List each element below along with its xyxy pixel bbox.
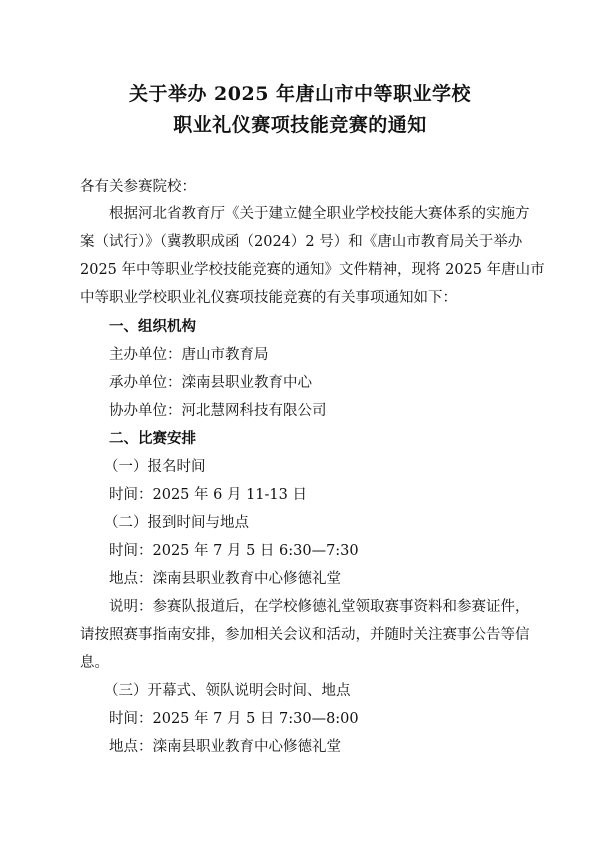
section-1-heading: 一、组织机构 (109, 318, 196, 335)
co-organizer-item: 协办单位：河北慧网科技有限公司 (109, 403, 327, 419)
section-2-heading: 二、比赛安排 (109, 430, 196, 447)
document-title-line-2: 职业礼仪赛项技能竞赛的通知 (173, 114, 427, 136)
intro-line-1: 根据河北省教育厅《关于建立健全职业学校技能大赛体系的实施方 (109, 206, 530, 222)
document-title-line-1: 关于举办 2025 年唐山市中等职业学校 (128, 83, 472, 105)
intro-line-2: 案（试行）》（冀教职成函（2024）2 号）和《唐山市教育局关于举办 (80, 234, 523, 250)
check-in-heading: （二）报到时间与地点 (104, 515, 249, 531)
opening-time: 时间：2025 年 7 月 5 日 7:30—8:00 (109, 711, 359, 727)
opening-place: 地点：滦南县职业教育中心修德礼堂 (109, 739, 341, 755)
check-in-time: 时间：2025 年 7 月 5 日 6:30—7:30 (109, 543, 359, 559)
check-in-note-line-3: 息。 (80, 655, 109, 671)
check-in-note-line-2: 请按照赛事指南安排，参加相关会议和活动，并随时关注赛事公告等信 (80, 627, 530, 643)
organizer-item: 主办单位：唐山市教育局 (109, 347, 269, 363)
salutation: 各有关参赛院校： (80, 179, 196, 195)
registration-heading: （一）报名时间 (104, 459, 206, 475)
intro-line-4: 中等职业学校职业礼仪赛项技能竞赛的有关事项通知如下： (80, 290, 457, 306)
intro-line-3: 2025 年中等职业学校技能竞赛的通知》文件精神，现将 2025 年唐山市 (80, 262, 545, 278)
check-in-place: 地点：滦南县职业教育中心修德礼堂 (109, 571, 341, 587)
opening-heading: （三）开幕式、领队说明会时间、地点 (104, 683, 351, 699)
host-item: 承办单位：滦南县职业教育中心 (109, 375, 312, 391)
registration-time: 时间：2025 年 6 月 11-13 日 (109, 487, 307, 503)
check-in-note-line-1: 说明：参赛队报道后，在学校修德礼堂领取赛事资料和参赛证件， (109, 599, 530, 615)
